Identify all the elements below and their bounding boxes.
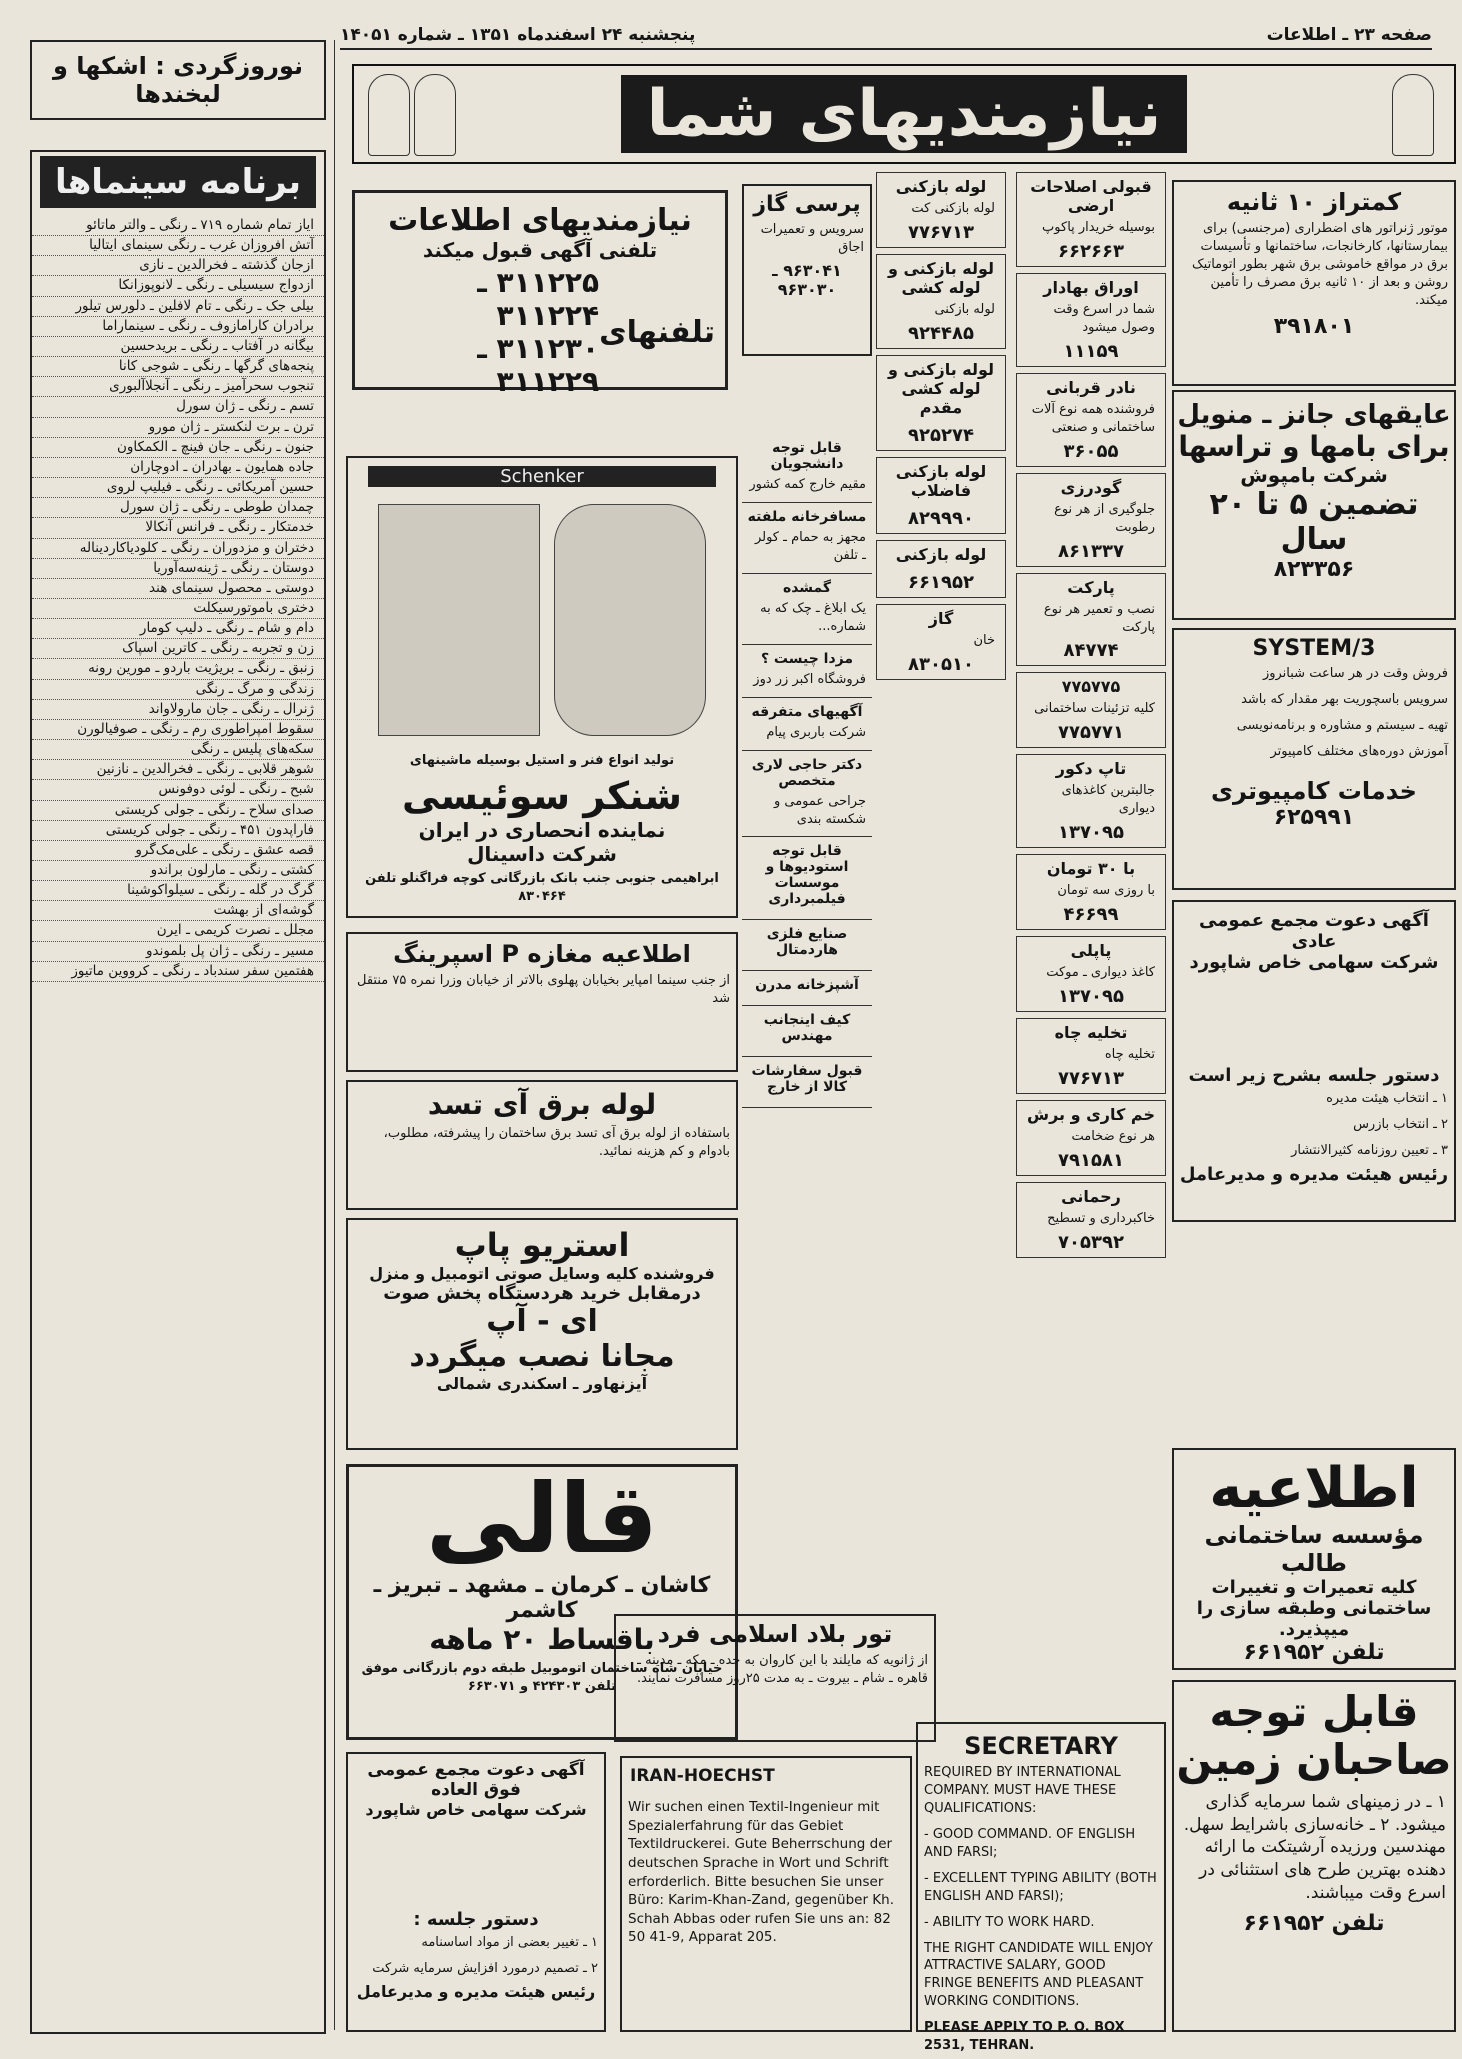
small-ad-title: با ۳۰ تومان bbox=[1046, 859, 1136, 879]
misc-ad bbox=[742, 651, 872, 698]
small-ad-phone: ۸۲۹۹۹۰ bbox=[908, 507, 974, 529]
gm-item-2: ۲ ـ تصمیم درمورد افزایش سرمایه شرکت bbox=[372, 1960, 598, 1976]
small-ad-text: شما در اسرع وقت وصول میشود bbox=[1053, 301, 1155, 335]
astropop-ad bbox=[346, 1218, 738, 1450]
hoechst-text: Wir suchen einen Textil-Ingenieur mit Spezialerfahrung für das Gebiet Textildruckerei. Gute Beherrschung der deutschen Sprache in Wort und Schrift erforderlich. Bitte besuchen Sie unser Büro: Karim-Khan-Zand, gegenüber Kh. Schah Abbas oder rufen Sie uns an: 82 50 41-9, Apparat 205. bbox=[628, 1799, 894, 1946]
system3-item-4: آموزش دوره‌های مختلف کامپیوتر bbox=[1270, 743, 1448, 759]
small-ad bbox=[876, 457, 1006, 534]
small-ad bbox=[1016, 936, 1166, 1012]
misc-ad-title: قابل توجه استودیو‌ها و موسسات فیلمبرداری bbox=[765, 843, 849, 908]
persia-gas-title: پرسی گاز bbox=[753, 192, 861, 217]
astropop-line2: درمقابل خرید هردستگاه پخش صوت bbox=[383, 1283, 701, 1304]
p-spring-title: اطلاعیه مغازه P اسپرینگ bbox=[393, 940, 691, 968]
cinema-list-frame bbox=[30, 150, 326, 2034]
assembly-ad bbox=[1172, 900, 1456, 1222]
astropop-address: آیزنهاور ـ اسکندری شمالی bbox=[436, 1374, 648, 1393]
misc-ad bbox=[742, 440, 872, 503]
small-ad-title: خم کاری و برش bbox=[1027, 1105, 1155, 1125]
insulation-company: شرکت بامپوش bbox=[1240, 463, 1388, 487]
small-ad-title: قبولی اصلاحات ارضی bbox=[1030, 177, 1152, 215]
movie-item: شبح ـ رنگی ـ لوئی دوفونس bbox=[32, 780, 324, 800]
movie-item: گرگ در گله ـ رنگی ـ سیلواکوشینا bbox=[32, 881, 324, 901]
small-ad bbox=[1016, 1100, 1166, 1176]
small-ad-title: لوله بازکنی و لوله کشی مقدم bbox=[887, 359, 995, 417]
misc-ad-text: یک ابلاغ ـ چک که به شماره... bbox=[760, 600, 866, 634]
landowners-ad bbox=[1172, 1680, 1456, 2032]
system3-title: خدمات کامپیوتری bbox=[1211, 776, 1417, 805]
movie-item: ازجان گذشته ـ فخرالدین ـ نازی bbox=[32, 256, 324, 276]
movie-item: خدمتکار ـ رنگی ـ فرانس آنکالا bbox=[32, 518, 324, 538]
tour-text: از ژانویه که مایلند با این کاروان به جده ـ مکه ـ مدینه ـ قاهره ـ شام ـ بیروت ـ به مدت ۲۵روز مسافرت نمایند. bbox=[636, 1653, 928, 1686]
movie-item: مسیر ـ رنگی ـ ژان پل بلموندو bbox=[32, 942, 324, 962]
secretary-offer: THE RIGHT CANDIDATE WILL ENJOY ATTRACTIVE SALARY, GOOD FRINGE BENEFITS AND PLEASANT WORKING CONDITIONS. bbox=[924, 1940, 1153, 2010]
assembly-item-3: ۳ ـ تعیین روزنامه کثیرالانتشار bbox=[1291, 1142, 1448, 1158]
movie-list bbox=[32, 216, 324, 982]
carpet-address: خیابان شاه ساختمان اتوموبیل طبقه دوم بازرگانی موفق تلفن ۴۲۴۳۰۳ و ۶۶۳۰۷۱ bbox=[361, 1660, 723, 1694]
small-ad-text bbox=[881, 500, 1001, 508]
misc-ad-title: مسافرخانه ملفته bbox=[747, 508, 867, 525]
insulation-guarantee: تضمین ۵ تا ۲۰ سال bbox=[1209, 487, 1419, 557]
misc-ad-title: آگهیهای متفرقه bbox=[751, 703, 863, 720]
small-ad-phone: ۱۳۷۰۹۵ bbox=[1058, 986, 1124, 1008]
small-ad-title: تخلیه چاه bbox=[1054, 1023, 1128, 1043]
misc-ad bbox=[742, 977, 872, 1006]
notice-company: مؤسسه ساختمانی طالب bbox=[1204, 1521, 1424, 1577]
landowners-phone: تلفن ۶۶۱۹۵۲ bbox=[1243, 1911, 1385, 1937]
small-ad-phone: ۷۰۵۳۹۲ bbox=[1058, 1231, 1124, 1253]
ettelaat-title: نیازمندیهای اطلاعات bbox=[388, 203, 692, 238]
misc-ad bbox=[742, 580, 872, 645]
small-ad-phone: ۷۹۱۵۸۱ bbox=[1058, 1150, 1124, 1171]
misc-ad-title: مزدا چیست ؟ bbox=[760, 650, 854, 667]
small-ad-title: نادر قربانی bbox=[1046, 377, 1136, 397]
misc-ad-text: شرکت باربری پیام bbox=[766, 724, 866, 740]
general-meeting-ad bbox=[346, 1752, 606, 2032]
movie-item: صدای سلاح ـ رنگی ـ جولی کریستی bbox=[32, 801, 324, 821]
movie-item: ژنرال ـ رنگی ـ جان مارولاواند bbox=[32, 700, 324, 720]
small-ad-phone: ۶۶۲۶۶۳ bbox=[1058, 240, 1124, 262]
misc-ad bbox=[742, 704, 872, 751]
movie-item: سقوط امپراطوری رم ـ رنگی ـ صوفیالورن bbox=[32, 720, 324, 740]
carpet-title: قالی bbox=[425, 1463, 659, 1575]
movie-item: حسین آمریکائی ـ رنگی ـ فیلیپ لروی bbox=[32, 478, 324, 498]
section-title: نوروزگردی : اشکها و لبخندها bbox=[30, 40, 326, 120]
misc-ad-text bbox=[742, 958, 872, 966]
p-spring-ad bbox=[346, 932, 738, 1072]
schenker-line1: تولید انواع فنر و استیل بوسیله ماشینهای bbox=[409, 753, 675, 768]
small-ad-text bbox=[881, 564, 1001, 572]
carpet-cities: کاشان ـ کرمان ـ مشهد ـ تبریز ـ کاشمر bbox=[373, 1572, 711, 1623]
small-ad-text bbox=[881, 417, 1001, 425]
tour-title: تور بلاد اسلامی فرد bbox=[657, 1620, 893, 1648]
secretary-title: SECRETARY bbox=[964, 1732, 1118, 1760]
movie-item: تسم ـ رنگی ـ ژان سورل bbox=[32, 397, 324, 417]
system3-item-3: تهیه ـ سیستم و مشاوره و برنامه‌نویسی bbox=[1236, 717, 1448, 733]
insulation-subtitle: برای بامها و تراسها bbox=[1178, 430, 1450, 463]
misc-ad bbox=[742, 509, 872, 574]
assembly-agenda-title: دستور جلسه بشرح زیر است bbox=[1188, 1065, 1440, 1086]
astropop-brand: ای - آپ bbox=[486, 1304, 598, 1339]
secretary-req-3: - ABILITY TO WORK HARD. bbox=[924, 1914, 1095, 1930]
hoechst-brand: IRAN-HOECHST bbox=[630, 1766, 775, 1786]
cinema-head: برنامه سینماها bbox=[40, 156, 316, 208]
small-ad-title: تاپ دکور bbox=[1055, 759, 1127, 779]
notice-text: کلیه تعمیرات و تغییرات ساختمانی وطبقه سازی را میپذیرد. bbox=[1196, 1577, 1432, 1640]
small-ad-text: فروشنده همه نوع آلات ساختمانی و صنعتی bbox=[1031, 401, 1155, 435]
couple-figure bbox=[1392, 74, 1434, 156]
issue-date: پنجشنبه ۲۴ اسفندماه ۱۳۵۱ ـ شماره ۱۴۰۵۱ bbox=[340, 25, 696, 45]
movie-item: بیلی جک ـ رنگی ـ تام لافلین ـ دلورس تیلور bbox=[32, 297, 324, 317]
generator-title: کمتراز ۱۰ ثانیه bbox=[1226, 188, 1402, 216]
system3-brand: SYSTEM/3 bbox=[1252, 636, 1376, 661]
movie-item: سکه‌های پلیس ـ رنگی bbox=[32, 740, 324, 760]
movie-item: شوهر قلابی ـ رنگی ـ فخرالدین ـ نازنین bbox=[32, 760, 324, 780]
movie-item: زن و تجربه ـ رنگی ـ کاترین اسپاک bbox=[32, 639, 324, 659]
astropop-title: استریو پاپ bbox=[454, 1226, 630, 1264]
movie-item: دام و شام ـ رنگی ـ دلیپ کومار bbox=[32, 619, 324, 639]
small-ad-text: خان bbox=[973, 632, 995, 648]
notice-ad bbox=[1172, 1448, 1456, 1670]
small-ad-phone: ۸۳۰۵۱۰ bbox=[908, 653, 974, 675]
small-ad-text: کاغذ دیواری ـ موکت bbox=[1046, 965, 1155, 981]
family-figure bbox=[414, 74, 456, 156]
small-ad-text: لوله بازکنی bbox=[934, 301, 995, 317]
persia-gas-text: سرویس و تعمیرات اجاق bbox=[760, 222, 864, 255]
machine-image bbox=[378, 504, 540, 736]
gm-item-1: ۱ ـ تغییر بعضی از مواد اساسنامه bbox=[421, 1935, 598, 1950]
small-ad bbox=[876, 540, 1006, 598]
small-ad-text: هر نوع ضخامت bbox=[1071, 1129, 1155, 1145]
misc-ad bbox=[742, 757, 872, 838]
small-ad-title: لوله بازکنی و لوله کشی bbox=[887, 258, 995, 297]
secretary-apply: PLEASE APPLY TO P. O. BOX 2531, TEHRAN. bbox=[924, 2020, 1125, 2054]
movie-item: مجلل ـ نصرت کریمی ـ ایرن bbox=[32, 921, 324, 941]
p-spring-text: از جنب سینما امپایر بخیابان پهلوی بالاتر از خیابان وزرا نمره ۷۵ منتقل شد bbox=[357, 973, 730, 1006]
small-ad bbox=[876, 254, 1006, 349]
gm-agenda-title: دستور جلسه : bbox=[413, 1909, 539, 1930]
secretary-req-2: - EXCELLENT TYPING ABILITY (BOTH ENGLISH AND FARSI); bbox=[924, 1870, 1157, 1904]
schenker-line2: نماینده انحصاری در ایران bbox=[418, 817, 666, 842]
small-ad bbox=[1016, 672, 1166, 748]
movie-item: آتش افروزان غرب ـ رنگی سینمای ایتالیا bbox=[32, 236, 324, 256]
small-ad-title: پاپلی bbox=[1070, 941, 1112, 961]
assembly-sign: رئیس هیئت مدیره و مدیرعامل bbox=[1179, 1163, 1449, 1185]
page-number: صفحه ۲۳ ـ اطلاعات bbox=[1266, 25, 1432, 45]
small-ad-phone: ۴۶۶۹۹ bbox=[1063, 904, 1119, 926]
small-ad-text: تخلیه چاه bbox=[1104, 1047, 1155, 1063]
misc-ad-text bbox=[742, 1095, 872, 1103]
movie-item: دختری باموتورسیکلت bbox=[32, 599, 324, 619]
small-ad bbox=[1016, 1182, 1166, 1258]
spring-image bbox=[554, 504, 706, 736]
persia-gas-ad bbox=[742, 184, 872, 356]
assembly-company: شرکت سهامی خاص شاپورد bbox=[1189, 952, 1439, 973]
ettelaat-phones bbox=[355, 262, 725, 402]
landowners-title: قابل توجه صاحبان زمین bbox=[1176, 1687, 1452, 1785]
small-ad bbox=[1016, 854, 1166, 930]
misc-ad-title: کیف اینجانب مهندس bbox=[763, 1012, 851, 1045]
insulation-ad bbox=[1172, 390, 1456, 620]
small-ad bbox=[1016, 754, 1166, 848]
small-ad bbox=[1016, 1018, 1166, 1094]
misc-ad-title: قبول سفارشات کالا از خارج bbox=[751, 1063, 863, 1096]
small-ad-text: جالبترین کاغذهای دیواری bbox=[1061, 783, 1155, 817]
misc-ad-title: گمشده bbox=[782, 579, 832, 596]
small-ad-title: گاز bbox=[928, 608, 954, 628]
small-ad-phone: ۹۲۴۴۸۵ bbox=[908, 322, 974, 344]
movie-item: ایاز تمام شماره ۷۱۹ ـ رنگی ـ والتر ماتائو bbox=[32, 216, 324, 236]
small-ad-title: لوله بازکنی bbox=[895, 544, 987, 564]
col3-small-ads bbox=[876, 172, 1006, 1812]
small-ad-phone: ۷۷۶۷۱۳ bbox=[908, 221, 974, 243]
astropop-offer: مجانا نصب میگردد bbox=[409, 1339, 675, 1374]
persia-gas-phone: ۹۶۳۰۴۱ ـ ۹۶۳۰۳۰ bbox=[772, 260, 842, 299]
schenker-company: شرکت داسینال bbox=[467, 841, 617, 866]
misc-ad-title: قابل توجه دانشجویان bbox=[770, 440, 844, 472]
pipe-ad bbox=[346, 1080, 738, 1210]
small-ad-text: خاکبرداری و تسطیح bbox=[1047, 1211, 1155, 1226]
small-ad-text: لوله بازکنی کت bbox=[911, 201, 995, 216]
carpet-terms: باقساط ۲۰ ماهه bbox=[429, 1622, 655, 1656]
misc-ad-title: دکتر حاجی لاری متخصص bbox=[751, 756, 863, 789]
small-ad bbox=[1016, 172, 1166, 267]
ettelaat-label: تلفنهای bbox=[599, 314, 715, 350]
misc-ad bbox=[742, 843, 872, 920]
small-ad-title: گودرزی bbox=[1060, 477, 1122, 497]
misc-ad-text: جراحی عمومی و شکسته بندی bbox=[773, 793, 866, 827]
small-ad-phone: ۸۶۱۳۳۷ bbox=[1058, 540, 1124, 562]
movie-item: فاراپدون ۴۵۱ ـ رنگی ـ جولی کریستی bbox=[32, 821, 324, 841]
small-ad bbox=[1016, 573, 1166, 667]
small-ad-title: پارکت bbox=[1067, 577, 1115, 597]
misc-ad-text bbox=[742, 993, 872, 1001]
movie-item: زنبق ـ رنگی ـ بریژیت باردو ـ مورین رونه bbox=[32, 659, 324, 679]
small-ad-title: لوله بازکنی bbox=[895, 177, 987, 196]
movie-item: چمدان طوطی ـ رنگی ـ ژان سورل bbox=[32, 498, 324, 518]
movie-item: ترن ـ برت لنکستر ـ ژان مورو bbox=[32, 418, 324, 438]
small-ad bbox=[876, 355, 1006, 451]
small-ad-phone: ۷۷۵۷۷۱ bbox=[1058, 722, 1124, 744]
schenker-address: ابراهیمی جنوبی جنب بانک بازرگانی کوچه فراگنلو تلفن ۸۳۰۴۶۴ bbox=[365, 870, 719, 904]
small-ad-title: ۷۷۵۷۷۵ bbox=[1061, 677, 1121, 697]
movie-item: هفتمین سفر سندباد ـ رنگی ـ کرووین ماتیوز bbox=[32, 962, 324, 982]
system3-ad bbox=[1172, 628, 1456, 890]
movie-item: دوستان ـ رنگی ـ ژینه‌سه‌آوریا bbox=[32, 559, 324, 579]
small-ad bbox=[876, 172, 1006, 248]
insulation-phone: ۸۲۳۳۵۶ bbox=[1273, 557, 1355, 582]
misc-ad bbox=[742, 926, 872, 971]
misc-ad-text: مجهز به حمام ـ کولر ـ تلفن bbox=[754, 529, 866, 563]
ettelaat-ad bbox=[352, 190, 728, 398]
system3-item-1: فروش وقت در هر ساعت شبانروز bbox=[1262, 666, 1448, 681]
movie-item: پنجه‌های گرگها ـ رنگی ـ شوجی کانا bbox=[32, 357, 324, 377]
movie-item: زندگی و مرگ ـ رنگی bbox=[32, 680, 324, 700]
assembly-item-1: ۱ ـ انتخاب هیئت مدیره bbox=[1326, 1091, 1448, 1106]
movie-item: گوشه‌ای از بهشت bbox=[32, 901, 324, 921]
misc-ad-title: آشپزخانه مدرن bbox=[755, 977, 859, 994]
misc-ad-text: مقیم خارج کمه کشور bbox=[749, 477, 866, 492]
notice-phone: تلفن ۶۶۱۹۵۲ bbox=[1243, 1640, 1385, 1665]
ettelaat-phone-1: ۳۱۱۲۲۵ ـ ۳۱۱۲۲۴ bbox=[477, 266, 600, 332]
col4-small-ads bbox=[1016, 172, 1166, 1662]
generator-text: موتور ژنراتور های اضطراری (مرجنسی) برای بیمارستانها، کارخانجات، ساختمانها و تأسیسات برق در مواقع خاموشی برق شهر بطور اتوماتیک روشن و بعد از ۱۰ ثانیه برق مصرف را تأمین میکند. bbox=[1192, 221, 1448, 308]
banner-title: نیازمندیهای شما bbox=[621, 75, 1188, 153]
system3-phone: ۶۲۵۹۹۱ bbox=[1273, 804, 1355, 830]
small-ad-text: نصب و تعمیر هر نوع پارکت bbox=[1043, 601, 1155, 635]
misc-ads bbox=[742, 440, 872, 1600]
gm-title: آگهی دعوت مجمع عمومی فوق العاده bbox=[367, 1760, 585, 1800]
secretary-ad bbox=[916, 1722, 1166, 2054]
small-ad-title: رحمانی bbox=[1061, 1187, 1121, 1206]
small-ad-text: کلیه تزئینات ساختمانی bbox=[1034, 701, 1155, 717]
small-ad bbox=[1016, 373, 1166, 467]
small-ad-text: جلوگیری از هر نوع رطوبت bbox=[1054, 501, 1155, 535]
notice-title: اطلاعیه bbox=[1209, 1456, 1419, 1521]
small-ad-text: بوسیله خریدار پاکوپ bbox=[1042, 220, 1155, 235]
misc-ad-text bbox=[742, 1044, 872, 1052]
misc-ad bbox=[742, 1012, 872, 1057]
movie-item: قصه عشق ـ رنگی ـ علی‌مک‌گرو bbox=[32, 841, 324, 861]
assembly-item-2: ۲ ـ انتخاب بازرس bbox=[1353, 1116, 1448, 1132]
movie-item: تنجوب سحرآمیز ـ رنگی ـ آنجلاآلبوری bbox=[32, 377, 324, 397]
movie-item: کشتی ـ رنگی ـ مارلون براندو bbox=[32, 861, 324, 881]
column-divider bbox=[334, 40, 335, 2030]
pipe-title: لوله برق آی تسد bbox=[427, 1088, 657, 1121]
system3-item-2: سرویس باسچوریت بهر مقدار که باشد bbox=[1241, 691, 1448, 707]
generator-ad bbox=[1172, 180, 1456, 386]
secretary-req-1: - GOOD COMMAND. OF ENGLISH AND FARSI; bbox=[924, 1826, 1136, 1860]
family-figure bbox=[368, 74, 410, 156]
schenker-name: شنکر سوئیسی bbox=[402, 773, 682, 818]
small-ad-phone: ۱۱۱۵۹ bbox=[1063, 340, 1119, 362]
movie-item: جنون ـ رنگی ـ جان فینچ ـ الکمکاون bbox=[32, 438, 324, 458]
small-ad-phone: ۷۷۶۷۱۳ bbox=[1058, 1068, 1124, 1090]
ettelaat-line: تلفنی آگهی قبول میکند bbox=[422, 238, 658, 262]
tour-ad bbox=[614, 1614, 936, 1742]
movie-item: دوستی ـ محصول سینمای هند bbox=[32, 579, 324, 599]
gm-company: شرکت سهامی خاص شاپورد bbox=[365, 1800, 587, 1819]
small-ad bbox=[876, 604, 1006, 680]
small-ad-title: لوله بازکنی فاضلاب bbox=[895, 461, 987, 500]
misc-ad-title: صنایع فلزی هاردمتال bbox=[766, 926, 848, 959]
banner bbox=[352, 64, 1456, 164]
small-ad-title: اوراق بهادار bbox=[1043, 277, 1139, 297]
movie-item: ازدواج سیسیلی ـ رنگی ـ لانوپوزانکا bbox=[32, 276, 324, 296]
small-ad-phone: ۱۳۷۰۹۵ bbox=[1058, 822, 1124, 844]
hoechst-ad bbox=[620, 1756, 912, 2032]
misc-ad-text: فروشگاه اکبر زر دوز bbox=[753, 671, 866, 687]
gm-sign: رئیس هیئت مدیره و مدیرعامل bbox=[356, 1981, 596, 2001]
misc-ad-text bbox=[742, 907, 872, 915]
small-ad bbox=[1016, 273, 1166, 367]
misc-ad bbox=[742, 1063, 872, 1108]
cinema-column bbox=[30, 40, 326, 2030]
astropop-line1: فروشنده کلیه وسایل صوتی اتومبیل و منزل bbox=[369, 1264, 715, 1283]
schenker-brand: Schenker bbox=[368, 466, 716, 487]
schenker-ad bbox=[346, 456, 738, 918]
movie-item: بیگانه در آفتاب ـ رنگی ـ بریدحسین bbox=[32, 337, 324, 357]
movie-item: برادران کارامازوف ـ رنگی ـ سینماراما bbox=[32, 317, 324, 337]
small-ad-phone: ۸۴۷۷۴ bbox=[1063, 640, 1119, 662]
small-ad-phone: ۹۲۵۲۷۴ bbox=[908, 424, 974, 446]
landowners-text: ۱ ـ در زمینهای شما سرمایه گذاری میشود. ۲ ـ خانه‌سازی باشرایط سهل. مهندسین ورزیده آرشیتکت ما ارائه دهنده بهترین طرح های استثنائی در اسرع وقت میباشند. bbox=[1183, 1791, 1446, 1904]
small-ad-text: با روزی سه تومان bbox=[1057, 883, 1155, 899]
small-ad bbox=[1016, 473, 1166, 567]
insulation-title: عایقهای جانز ـ منویل bbox=[1177, 400, 1451, 430]
generator-phone: ۳۹۱۸۰۱ bbox=[1273, 313, 1355, 339]
ettelaat-phone-2: ۳۱۱۲۳۰ ـ ۳۱۱۲۲۹ bbox=[477, 332, 600, 398]
movie-item: دختران و مزدوران ـ رنگی ـ کلودیاکاردیناله bbox=[32, 539, 324, 559]
movie-item: جاده همایون ـ بهادران ـ ادوچاران bbox=[32, 458, 324, 478]
pipe-text: باستفاده از لوله برق آی تسد برق ساختمان را پیشرفته، مطلوب، بادوام و کم هزینه نمائید. bbox=[383, 1126, 730, 1159]
secretary-intro: REQUIRED BY INTERNATIONAL COMPANY. MUST HAVE THESE QUALIFICATIONS: bbox=[924, 1765, 1121, 1816]
page-header bbox=[340, 22, 1432, 50]
small-ad-phone: ۳۶۰۵۵ bbox=[1063, 440, 1119, 462]
assembly-title: آگهی دعوت مجمع عمومی عادی bbox=[1199, 910, 1429, 952]
small-ad-phone: ۶۶۱۹۵۲ bbox=[908, 571, 974, 593]
